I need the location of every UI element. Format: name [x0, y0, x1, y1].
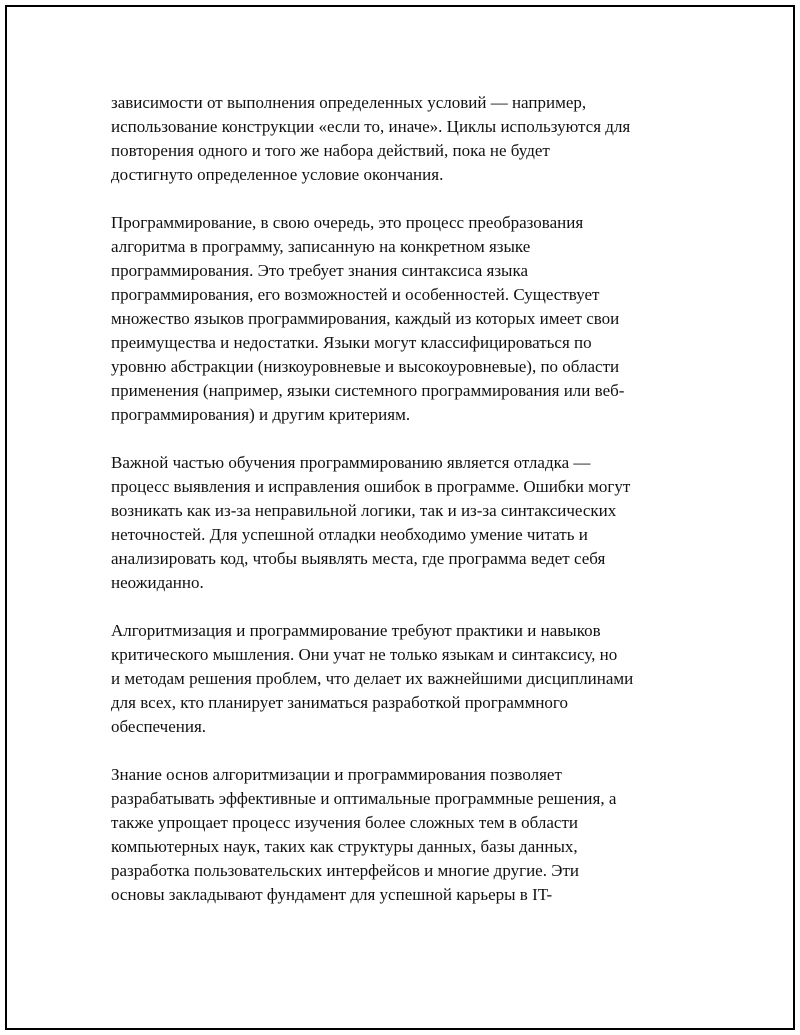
text-line: программирования) и другим критериям. [111, 405, 411, 424]
text-line: применения (например, языки системного программирования или веб- [111, 381, 625, 400]
document-body [111, 91, 691, 931]
text-line: Знание основ алгоритмизации и программирования позволяет [111, 765, 562, 784]
text-line: основы закладывают фундамент для успешной карьеры в IT- [111, 885, 553, 904]
text-line: множество языков программирования, каждый из которых имеет свои [111, 309, 620, 328]
text-line: анализировать код, чтобы выявлять места, где программа ведет себя [111, 549, 606, 568]
text-line: процесс выявления и исправления ошибок в программе. Ошибки могут [111, 477, 631, 496]
text-line: программирования. Это требует знания синтаксиса языка [111, 261, 529, 280]
text-line: обеспечения. [111, 717, 207, 736]
paragraph-3 [111, 451, 691, 595]
text-line: Алгоритмизация и программирование требуют практики и навыков [111, 621, 601, 640]
text-line: использование конструкции «если то, иначе». Циклы используются для [111, 117, 631, 136]
text-line: возникать как из-за неправильной логики, так и из-за синтаксических [111, 501, 617, 520]
text-line: компьютерных наук, таких как структуры данных, базы данных, [111, 837, 578, 856]
text-line: преимущества и недостатки. Языки могут классифицироваться по [111, 333, 592, 352]
text-line: для всех, кто планирует заниматься разработкой программного [111, 693, 568, 712]
text-line: Важной частью обучения программированию является отладка — [111, 453, 591, 472]
text-line: программирования, его возможностей и особенностей. Существует [111, 285, 600, 304]
paragraph-5 [111, 763, 691, 907]
text-line: и методам решения проблем, что делает их важнейшими дисциплинами [111, 669, 634, 688]
text-line: критического мышления. Они учат не только языкам и синтаксису, но [111, 645, 618, 664]
text-line: достигнуто определенное условие окончания. [111, 165, 444, 184]
paragraph-2 [111, 211, 691, 427]
text-line: повторения одного и того же набора действий, пока не будет [111, 141, 550, 160]
text-line: зависимости от выполнения определенных условий — например, [111, 93, 587, 112]
text-line: алгоритма в программу, записанную на конкретном языке [111, 237, 531, 256]
text-line: также упрощает процесс изучения более сложных тем в области [111, 813, 578, 832]
text-line: неточностей. Для успешной отладки необходимо умение читать и [111, 525, 588, 544]
text-line: уровню абстракции (низкоуровневые и высокоуровневые), по области [111, 357, 620, 376]
text-line: неожиданно. [111, 573, 204, 592]
paragraph-1 [111, 91, 691, 187]
paragraph-4 [111, 619, 691, 739]
text-line: разрабатывать эффективные и оптимальные программные решения, а [111, 789, 617, 808]
text-line: Программирование, в свою очередь, это процесс преобразования [111, 213, 584, 232]
text-line: разработка пользовательских интерфейсов и многие другие. Эти [111, 861, 579, 880]
